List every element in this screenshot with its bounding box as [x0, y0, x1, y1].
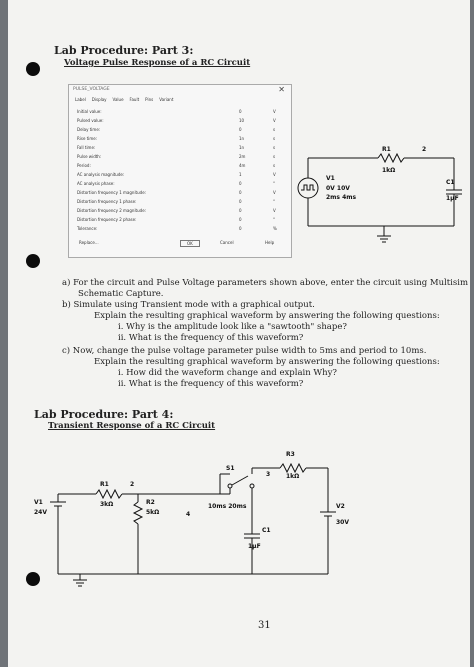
- parameter-value-field[interactable]: 0: [239, 181, 242, 186]
- parameter-unit: s: [273, 163, 276, 168]
- parameter-value-field[interactable]: 2m: [239, 154, 246, 159]
- question-b-i: i. Why is the amplitude look like a "sawtooth" shape?: [118, 322, 347, 332]
- tab-value[interactable]: Value: [112, 97, 124, 102]
- parameter-unit: °: [273, 181, 275, 186]
- part4-title: Lab Procedure: Part 4:: [34, 408, 174, 421]
- v1-label: V1: [326, 175, 335, 182]
- tab-pins[interactable]: Pins: [145, 97, 154, 102]
- r2-label: R2: [146, 499, 155, 506]
- parameter-label: AC analysis phase:: [77, 181, 115, 186]
- question-a: a) For the circuit and Pulse Voltage parameters shown above, enter the circuit using Multisim: [62, 278, 469, 288]
- v1-voltage: 0V 10V: [326, 185, 350, 192]
- parameter-label: AC analysis magnitude:: [77, 172, 125, 177]
- c1-label: C1: [262, 527, 271, 534]
- tab-display[interactable]: Display: [91, 97, 107, 102]
- r1-label: R1: [100, 481, 109, 488]
- dialog-tabs: [75, 97, 173, 102]
- parameter-value-field[interactable]: 0: [239, 109, 242, 114]
- switch-pole-right: [250, 484, 254, 488]
- dialog-title: PULSE_VOLTAGE: [73, 87, 110, 92]
- parameter-unit: °: [273, 217, 275, 222]
- replace-button[interactable]: Replace...: [79, 240, 99, 245]
- r3-label: R3: [286, 451, 295, 458]
- v2-label: V2: [336, 503, 345, 510]
- parameter-value-field[interactable]: 1n: [239, 136, 245, 141]
- parameter-row: [77, 215, 287, 224]
- question-c-i: i. How did the waveform change and explain Why?: [118, 368, 337, 378]
- question-a-cont: Schematic Capture.: [78, 289, 164, 299]
- node-2-label: 2: [130, 481, 135, 488]
- pulse-symbol-icon: [301, 185, 315, 190]
- parameter-unit: %: [273, 226, 277, 231]
- parameter-label: Pulse width:: [77, 154, 102, 159]
- c1-label: C1: [446, 179, 455, 186]
- parameter-label: Delay time:: [77, 127, 101, 132]
- parameter-row: [77, 179, 287, 188]
- page-number: 31: [258, 620, 271, 631]
- s1-switch-arm: [232, 476, 248, 485]
- parameter-value-field[interactable]: 0: [239, 127, 242, 132]
- question-b-intro: Explain the resulting graphical waveform by answering the following questions:: [94, 311, 440, 321]
- parameter-label: Tolerance:: [77, 226, 98, 231]
- parameter-value-field[interactable]: 4m: [239, 163, 246, 168]
- part4-subtitle: Transient Response of a RC Circuit: [48, 421, 216, 431]
- v1-timing: 2ms 4ms: [326, 194, 357, 201]
- c1-value: 1μF: [446, 195, 459, 202]
- close-icon[interactable]: ✕: [278, 85, 285, 94]
- parameter-value-field[interactable]: 1: [239, 172, 242, 177]
- tab-variant[interactable]: Variant: [159, 97, 174, 102]
- parameter-row: [77, 116, 287, 125]
- parameter-value-field[interactable]: 0: [239, 208, 242, 213]
- parameter-row: [77, 170, 287, 179]
- pulse-voltage-dialog: [68, 84, 292, 258]
- document-page: [8, 0, 470, 667]
- question-c: c) Now, change the pulse voltage parameter pulse width to 5ms and period to 10ms.: [62, 346, 427, 356]
- parameter-value-field[interactable]: 10: [239, 118, 245, 123]
- rc-circuit-part3: [296, 138, 466, 248]
- parameter-label: Rise time:: [77, 136, 98, 141]
- node-2-label: 2: [422, 146, 427, 153]
- parameter-label: Distortion frequency 1 magnitude:: [77, 190, 147, 195]
- parameter-row: [77, 206, 287, 215]
- question-c-ii: ii. What is the frequency of this waveform?: [118, 379, 304, 389]
- parameter-row: [77, 107, 287, 116]
- v1-value: 24V: [34, 509, 47, 516]
- question-b: b) Simulate using Transient mode with a graphical output.: [62, 300, 315, 310]
- binder-hole-middle: [26, 254, 40, 268]
- parameter-unit: V: [273, 118, 276, 123]
- parameter-row: [77, 224, 287, 233]
- parameter-label: Fall time:: [77, 145, 96, 150]
- r1-value: 3kΩ: [100, 501, 114, 508]
- r2-value: 5kΩ: [146, 509, 160, 516]
- parameter-label: Distortion frequency 2 phase:: [77, 217, 137, 222]
- parameter-row: [77, 197, 287, 206]
- parameter-value-field[interactable]: 0: [239, 217, 242, 222]
- ok-button[interactable]: OK: [180, 240, 200, 247]
- parameter-value-field[interactable]: 0: [239, 226, 242, 231]
- r2-resistor: [134, 502, 142, 524]
- parameter-unit: s: [273, 136, 276, 141]
- part3-title: Lab Procedure: Part 3:: [54, 44, 194, 57]
- parameter-value-field[interactable]: 1n: [239, 145, 245, 150]
- node-3-label: 3: [266, 471, 271, 478]
- parameter-label: Period:: [77, 163, 91, 168]
- cancel-button[interactable]: Cancel: [220, 240, 234, 245]
- parameter-unit: V: [273, 109, 276, 114]
- tab-label[interactable]: Label: [75, 97, 86, 102]
- parameter-label: Initial value:: [77, 109, 102, 114]
- r1-value: 1kΩ: [382, 167, 396, 174]
- parameter-unit: s: [273, 127, 276, 132]
- switch-pole-left: [228, 484, 232, 488]
- parameter-row: [77, 143, 287, 152]
- v1-pulse-source: [298, 178, 318, 198]
- s1-label: S1: [226, 465, 235, 472]
- parameter-row: [77, 161, 287, 170]
- binder-hole-top: [26, 62, 40, 76]
- part3-subtitle: Voltage Pulse Response of a RC Circuit: [64, 58, 251, 68]
- parameter-label: Distortion frequency 2 magnitude:: [77, 208, 147, 213]
- v1-label: V1: [34, 499, 43, 506]
- r3-resistor: [280, 464, 306, 472]
- parameter-value-field[interactable]: 0: [239, 190, 242, 195]
- c1-value: 1μF: [248, 543, 261, 550]
- tab-fault[interactable]: Fault: [129, 97, 140, 102]
- rc-circuit-part4: [30, 448, 370, 588]
- r3-value: 1kΩ: [286, 473, 300, 480]
- parameter-label: Pulsed value:: [77, 118, 104, 123]
- parameter-label: Distortion frequency 1 phase:: [77, 199, 137, 204]
- parameter-unit: V: [273, 208, 276, 213]
- r1-resistor: [378, 154, 404, 162]
- parameter-unit: s: [273, 145, 276, 150]
- help-button[interactable]: Help: [265, 240, 275, 245]
- parameter-value-field[interactable]: 0: [239, 199, 242, 204]
- question-b-ii: ii. What is the frequency of this waveform?: [118, 333, 304, 343]
- r1-label: R1: [382, 146, 391, 153]
- v2-value: 30V: [336, 519, 349, 526]
- parameter-row: [77, 188, 287, 197]
- parameter-unit: °: [273, 199, 275, 204]
- parameter-row: [77, 134, 287, 143]
- parameter-unit: s: [273, 154, 276, 159]
- question-c-intro: Explain the resulting graphical waveform by answering the following questions:: [94, 357, 440, 367]
- parameter-row: [77, 152, 287, 161]
- node-4-label: 4: [186, 511, 191, 518]
- s1-timing: 10ms 20ms: [208, 503, 247, 510]
- parameter-row: [77, 125, 287, 134]
- parameter-unit: V: [273, 172, 276, 177]
- parameter-unit: V: [273, 190, 276, 195]
- r1-resistor: [96, 490, 122, 498]
